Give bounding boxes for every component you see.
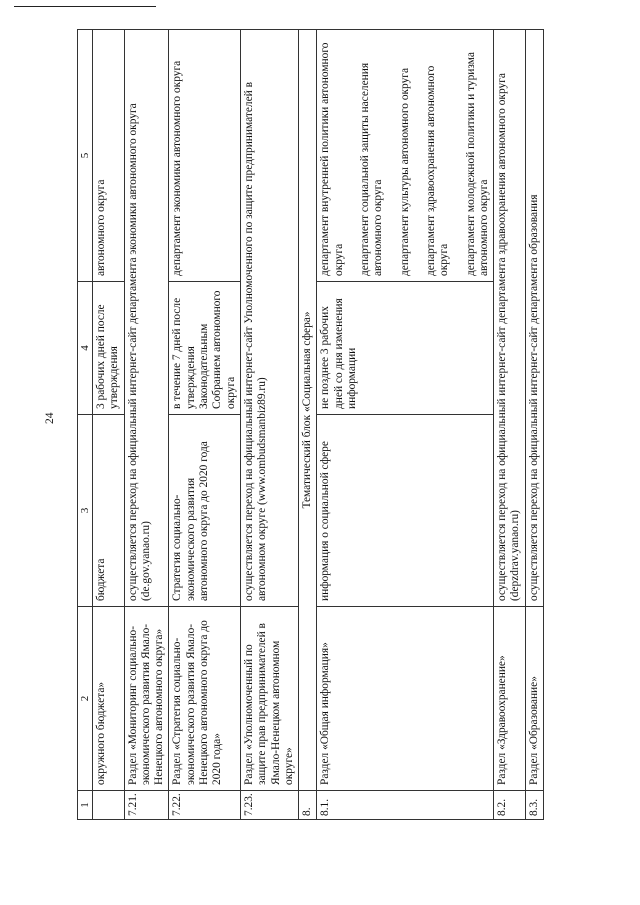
column-number: 3 bbox=[78, 415, 93, 607]
section-cell: Раздел «Образование» bbox=[525, 607, 543, 791]
info-cell: информация о социальной сфере bbox=[317, 415, 494, 607]
deadline-cell: 3 рабочих дней после утверждения bbox=[93, 282, 125, 415]
section-cell: Раздел «Общая информация» bbox=[317, 607, 494, 791]
responsible-item: департамент молодежной политики и туризма автономного округа bbox=[464, 52, 490, 276]
table-row bbox=[525, 30, 543, 820]
row-number: 7.21. bbox=[124, 791, 169, 820]
row-number: 7.22. bbox=[169, 791, 240, 820]
column-number: 4 bbox=[78, 282, 93, 415]
row-number: 7.23. bbox=[240, 791, 298, 820]
info-cell: бюджета bbox=[93, 415, 125, 607]
table-row bbox=[93, 30, 125, 820]
row-number: 8. bbox=[299, 791, 317, 820]
row-number: 8.1. bbox=[317, 791, 494, 820]
info-cell: Стратегия социально-экономического развития автономного округа до 2020 года bbox=[169, 415, 240, 607]
document-table bbox=[77, 29, 544, 820]
table-row bbox=[299, 30, 317, 820]
responsible-cell bbox=[317, 30, 494, 282]
responsible-item: департамент здравоохранения автономного округа bbox=[424, 65, 451, 276]
responsible-item: департамент социальной защиты населения автономного округа bbox=[359, 62, 385, 276]
merged-cell: осуществляется переход на официальный интернет-сайт департамента образования bbox=[525, 30, 543, 607]
header-rule bbox=[14, 6, 156, 7]
page-number: 24 bbox=[44, 412, 56, 424]
column-number: 2 bbox=[78, 607, 93, 791]
table-row bbox=[317, 30, 494, 820]
row-number: 8.2. bbox=[494, 791, 526, 820]
column-number: 1 bbox=[78, 791, 93, 820]
section-cell: Раздел «Здравоохранение» bbox=[494, 607, 526, 791]
section-cell: Раздел «Уполномоченный по защите прав предпринимателей в Ямало-Ненецком автономном округе» bbox=[240, 607, 298, 791]
column-number: 5 bbox=[78, 30, 93, 282]
table-row bbox=[124, 30, 169, 820]
block-title: Тематический блок «Социальная сфера» bbox=[299, 30, 317, 791]
responsible-cell: департамент экономики автономного округа bbox=[169, 30, 240, 282]
section-cell: окружного бюджета» bbox=[93, 607, 125, 791]
column-number-row bbox=[78, 30, 93, 820]
merged-cell: осуществляется переход на официальный интернет-сайт департамента экономики автономного округа (de.gov.yanao.ru) bbox=[124, 30, 169, 607]
responsible-item: департамент внутренней политики автономного округа bbox=[319, 42, 345, 276]
responsible-cell: автономного округа bbox=[93, 30, 125, 282]
merged-cell: осуществляется переход на официальный интернет-сайт департамента здравоохранения автономного округа (depzdrav.yanao.ru) bbox=[494, 30, 526, 607]
section-cell: Раздел «Мониторинг социально-экономического развития Ямало-Ненецкого автономного округа» bbox=[124, 607, 169, 791]
deadline-cell: не позднее 3 рабочих дней со дня изменения информации bbox=[317, 282, 494, 415]
merged-cell: осуществляется переход на официальный интернет-сайт Уполномоченного по защите предпринимателей в автономном округе (www.ombudsmanbiz89.ru) bbox=[240, 30, 298, 607]
table-row bbox=[169, 30, 240, 820]
section-cell: Раздел «Стратегия социально-экономического развития Ямало-Ненецкого автономного округа до 2020 года» bbox=[169, 607, 240, 791]
responsible-item: департамент культуры автономного округа bbox=[398, 67, 411, 276]
deadline-cell: в течение 7 дней после утверждения Законодательным Собранием автономного округа bbox=[169, 282, 240, 415]
row-number: 8.3. bbox=[525, 791, 543, 820]
table-row bbox=[494, 30, 526, 820]
rotated-table-sheet bbox=[77, 30, 579, 820]
table-row bbox=[240, 30, 298, 820]
row-number bbox=[93, 791, 125, 820]
